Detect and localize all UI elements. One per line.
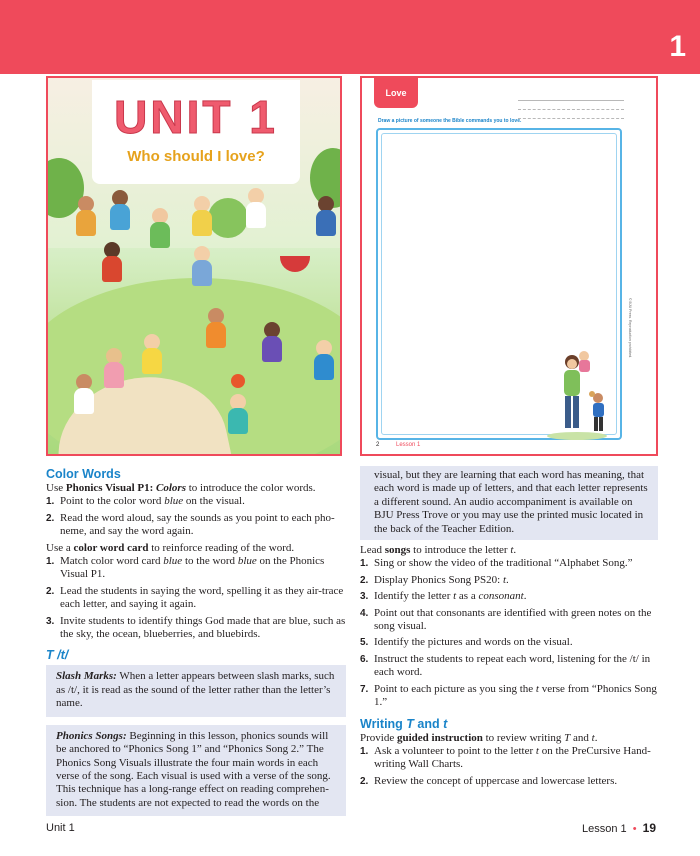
footer-page-number: 19	[642, 821, 656, 835]
unit-number-tab: 1	[669, 30, 686, 63]
footer-lesson: Lesson 1	[582, 823, 627, 835]
writing-steps	[360, 745, 658, 788]
lead-songs-intro: Lead songs to introduce the letter t.	[360, 544, 517, 557]
list-item: 4. Point out that consonants are identified with green notes on the song visual.	[360, 606, 652, 633]
list-item: 1. Ask a volunteer to point to the letter t on the PreCursive Hand-writing Wall Charts.	[360, 744, 651, 771]
letter-t-heading: T /t/	[46, 648, 69, 663]
ball	[231, 374, 245, 388]
top-banner	[0, 0, 700, 74]
list-item: 5. Identify the pictures and words on the visual.	[360, 636, 573, 649]
slash-marks-note: Slash Marks: When a letter appears between slash marks, such as /t/, it is read as the sound of the letter rather than the letter’s name.	[46, 665, 346, 716]
list-item: 6. Instruct the students to repeat each word, listening for the /t/ in each word.	[360, 652, 651, 679]
song-steps	[360, 557, 658, 709]
writing-t-heading: Writing T and t	[360, 716, 448, 731]
list-item: 7. Point to each picture as you sing the t verse from “Phonics Song 1.”	[360, 682, 657, 709]
worksheet-page	[360, 76, 658, 456]
list-item: 2. Display Phonics Song PS20: t.	[360, 573, 509, 586]
unit-question: Who should I love?	[127, 148, 265, 165]
list-item: 1. Point to the color word blue on the visual.	[46, 495, 245, 508]
footer-page-info	[582, 821, 656, 835]
list-item: 1. Sing or show the video of the traditional “Alphabet Song.”	[360, 557, 633, 570]
worksheet-page-number: 2	[376, 442, 380, 448]
color-words-intro: Use Phonics Visual P1: Colors to introduce the color words.	[46, 482, 316, 494]
color-words-steps-a	[46, 495, 346, 538]
list-item: 3. Identify the letter t as a consonant.	[360, 590, 527, 603]
copyright-note: © BJU Press. Reproduction prohibited.	[628, 298, 632, 359]
color-words-heading: Color Words	[46, 467, 121, 481]
list-item: 3. Invite students to identify things God made that are blue, such as the sky, the ocean, blueberries, and bluebirds.	[46, 614, 346, 641]
list-item: 2. Read the word aloud, say the sounds as you point to each pho-neme, and say the word again.	[46, 511, 335, 538]
guided-instruction-intro: Provide guided instruction to review writing T and t.	[360, 731, 598, 744]
worksheet-tab: Love	[374, 78, 418, 108]
footer-unit-label: Unit 1	[46, 822, 75, 834]
phonics-songs-note-continued: visual, but they are learning that each word has meaning, that each word is made up of letters, and that each letter represents a different sound. An audio accompaniment is available on BJU Press Trove or you may use the printed music located in the back of the Teacher Edition.	[360, 466, 658, 540]
worksheet-instruction: Draw a picture of someone the Bible commands you to love.	[378, 118, 522, 124]
left-column	[46, 466, 346, 816]
cover-title-card	[92, 80, 300, 184]
unit-title: UNIT 1	[114, 91, 278, 143]
right-column	[360, 466, 658, 791]
color-words-steps-b	[46, 555, 346, 641]
name-writing-lines	[518, 92, 624, 119]
phonics-songs-note: Phonics Songs: Beginning in this lesson, phonics sounds will be anchored to “Phonics Song 1” and “Phonics Song 2.” The Phonics Song Visuals illustrate the four main words in each verse of the song. Each visual is used with a verse of the song. This technique has a long-range effect on reading comprehen-sion. The students are not expected to read the words on the	[46, 725, 346, 816]
list-item: 2. Review the concept of uppercase and lowercase letters.	[360, 774, 618, 787]
worksheet-lesson-label: Lesson 1	[396, 442, 421, 448]
list-item: 1. Match color word card blue to the word blue on the Phonics Visual P1.	[46, 555, 325, 581]
family-illustration	[542, 348, 612, 440]
footer-bullet: •	[632, 823, 637, 835]
tree-far	[208, 198, 248, 238]
grill	[280, 256, 310, 272]
color-word-card-intro: Use a color word card to reinforce reading of the word.	[46, 541, 295, 554]
unit-cover-illustration	[46, 76, 342, 456]
list-item: 2. Lead the students in saying the word, spelling it as they air-trace each letter, and saying it again.	[46, 584, 344, 611]
